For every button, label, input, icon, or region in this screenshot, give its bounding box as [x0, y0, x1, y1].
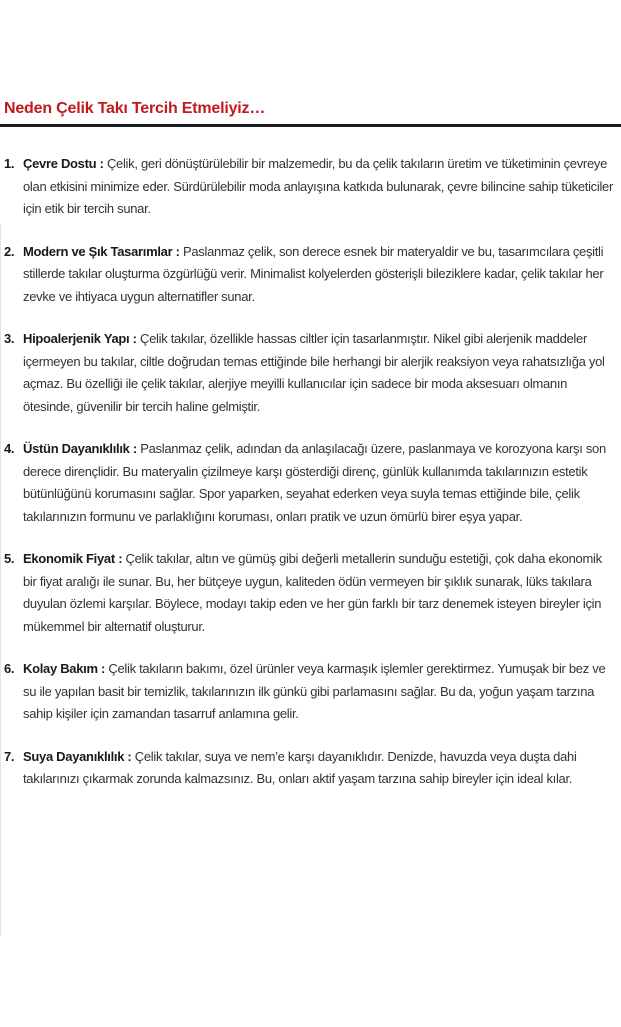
- list-item: [4, 241, 618, 309]
- item-body: Çelik takılar, özellikle hassas ciltler için tasarlanmıştır. Nikel gibi alerjenik maddeler içermeyen bu takılar, ciltle doğrudan temas ettiğinde bile herhangi bir alerjik reaksiyon veya rahatsızlığa yol açmaz. Bu özelliği ile çelik takılar, alerjiye meyilli kullanıcılar için sadece bir moda aksesuarı olmanın ötesinde, güvenilir bir tercih haline gelmiştir.: [23, 331, 605, 414]
- item-heading: Modern ve Şık Tasarımlar :: [23, 243, 183, 259]
- item-text: [23, 153, 618, 221]
- item-heading: Hipoalerjenik Yapı :: [23, 331, 141, 346]
- item-number: 5.: [4, 551, 15, 566]
- item-heading: Suya Dayanıklılık :: [23, 748, 135, 764]
- list-item: [4, 328, 618, 418]
- item-heading: Üstün Dayanıklılık :: [23, 441, 141, 456]
- document-page: [0, 96, 621, 1027]
- list-item: [4, 438, 618, 528]
- item-number: 3.: [4, 331, 15, 346]
- item-number: 6.: [4, 661, 15, 676]
- numbered-list: [0, 153, 621, 791]
- item-body: Paslanmaz çelik, adından da anlaşılacağı üzere, paslanmaya ve korozyona karşı son derece dirençlidir. Bu materyalin çizilmeye karşı gösterdiği direnç, günlük kullanımda takılarınızın estetik bütünlüğünü korumasını sağlar. Spor yaparken, seyahat ederken veya suyla temas ettiğinde bile, çelik takılarınızın formunu ve parlaklığını koruması, onları pratik ve uzun ömürlü birer eşya yapar.: [23, 441, 606, 524]
- item-body: Çelik takıların bakımı, özel ürünler veya karmaşık işlemler gerektirmez. Yumuşak bir bez ve su ile yapılan basit bir temizlik, takılarınızın ilk günkü gibi parlamasını sağlar. Bu da, yoğun yaşam tarzına sahip kişiler için zamandan tasarruf anlamına gelir.: [23, 661, 606, 721]
- item-number: 7.: [4, 748, 15, 764]
- item-heading: Çevre Dostu :: [23, 156, 107, 171]
- item-heading: Kolay Bakım :: [23, 661, 109, 676]
- item-heading: Ekonomik Fiyat :: [23, 551, 126, 566]
- item-body: Çelik takılar, altın ve gümüş gibi değerli metallerin sunduğu estetiği, çok daha ekonomik bir fiyat aralığı ile sunar. Bu, her bütçeye uygun, kaliteden ödün vermeyen bir şıklık sunarak, lüks takılara duyulan özlemi karşılar. Böylece, modayı takip eden ve her gün farklı bir tarz denemek isteyen bireyler için mükemmel bir alternatif oluşturur.: [23, 551, 602, 634]
- item-text: [23, 438, 618, 528]
- item-number: 2.: [4, 243, 15, 259]
- left-border-line: [0, 224, 1, 936]
- item-text: [23, 746, 618, 791]
- item-number: 1.: [4, 156, 15, 171]
- item-text: [23, 328, 618, 418]
- document-header: [0, 96, 621, 127]
- item-number: 4.: [4, 441, 15, 456]
- item-body: Çelik takılar, suya ve nem’e karşı dayanıklıdır. Denizde, havuzda veya duşta dahi takılarınızı çıkarmak zorunda kalmazsınız. Bu, onları aktif yaşam tarzına sahip bireyler için ideal kılar.: [23, 748, 577, 786]
- list-item: [4, 658, 618, 726]
- list-item: [4, 548, 618, 638]
- page-title: Neden Çelik Takı Tercih Etmeliyiz…: [4, 100, 266, 117]
- item-text: [23, 658, 618, 726]
- list-item: [4, 153, 618, 221]
- list-item: [4, 746, 618, 791]
- item-text: [23, 548, 618, 638]
- item-body: Çelik, geri dönüştürülebilir bir malzemedir, bu da çelik takıların üretim ve tüketiminin çevreye olan etkisini minimize eder. Sürdürülebilir moda anlayışına katkıda bulunarak, çevre bilincine sahip tüketiciler için etik bir tercih sunar.: [23, 156, 613, 216]
- item-text: [23, 241, 618, 309]
- item-body: Paslanmaz çelik, son derece esnek bir materyaldir ve bu, tasarımcılara çeşitli stillerde takılar oluşturma özgürlüğü verir. Minimalist kolyelerden gösterişli bileziklere kadar, çelik takılar her zevke ve ihtiyaca uygun alternatifler sunar.: [23, 243, 604, 304]
